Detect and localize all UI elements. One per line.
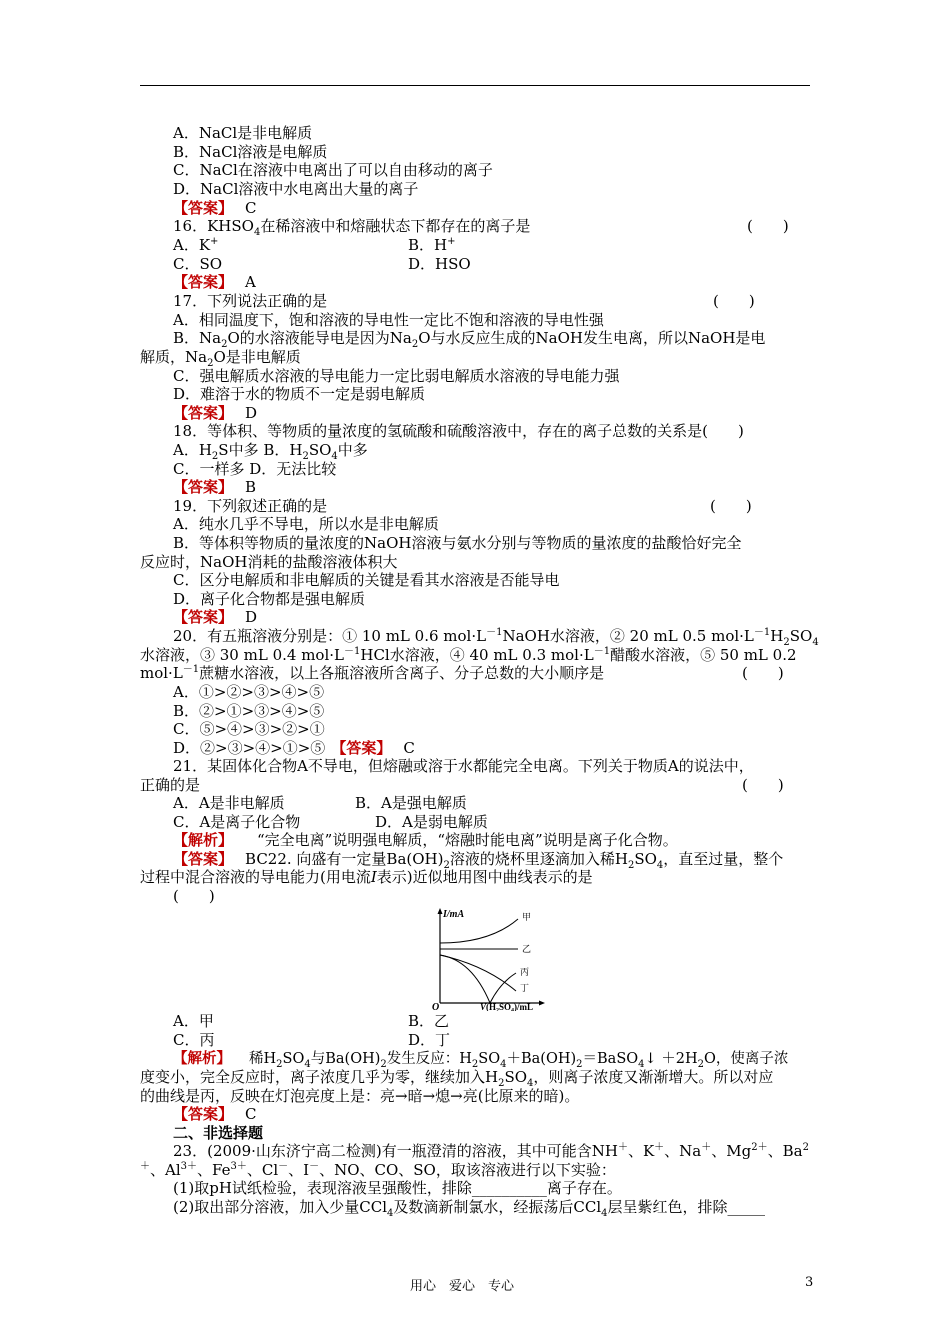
header-rule: [140, 85, 810, 86]
q23-stem-line1: 23．(2009·山东济宁高二检测)有一瓶澄清的溶液，其中可能含NH＋、K＋、Na＋、$Mg^{2+}$、Ba$^2$: [173, 1142, 809, 1160]
q16-paren: ( ): [747, 217, 789, 235]
q21-option-d: D．A是弱电解质: [375, 813, 488, 831]
q21-option-b: B．A是强电解质: [355, 794, 467, 812]
q19-option-b-line1: B．等体积等物质的量浓度的NaOH溶液与氨水分别与等物质的量浓度的盐酸恰好完全: [173, 534, 742, 552]
q21-analysis: 【解析】 “完全电离”说明强电解质，“熔融时能电离”说明是离子化合物。: [173, 831, 678, 849]
q22-option-d: D．丁: [408, 1031, 451, 1049]
q16-stem: 16．$KHSO_4$在稀溶液中和熔融状态下都存在的离子是: [173, 217, 531, 238]
q21-stem-line1: 21．某固体化合物A不导电，但熔融或溶于水都能完全电离。下列关于物质A的说法中，: [173, 757, 754, 775]
q18-answer: 【答案】 B: [173, 478, 257, 496]
page-number: 3: [805, 1275, 814, 1290]
q20-stem-line2: 水溶液，③ 30 mL 0.4 $mol\cdot L^{-1}HCl$水溶液，④ 40 mL 0.3 $mol\cdot L^{-1}$醋酸水溶液，⑤ 50 mL 0.2: [140, 646, 797, 664]
q17-option-c: C．强电解质水溶液的导电能力一定比弱电解质水溶液的导电能力强: [173, 367, 620, 385]
q16-option-c: C．SO: [173, 255, 223, 273]
y-axis-arrow: [438, 908, 443, 914]
curve-jia: [440, 919, 518, 943]
q21-answer-q22-line1: 【答案】 BC22. 向盛有一定量$Ba(OH)_2$溶液的烧杯里逐滴加入稀$H_2SO_4$，直至过量，整个: [173, 850, 784, 871]
q19-option-b-line2: 反应时，NaOH消耗的盐酸溶液体积大: [140, 553, 398, 571]
answer-label: 【答案】: [173, 199, 234, 217]
q17-option-d: D．难溶于水的物质不一定是弱电解质: [173, 385, 426, 403]
label-yi: 乙: [522, 945, 532, 955]
q20-option-d-answer: D．②>③>④>①>⑤ 【答案】 C: [173, 739, 415, 757]
q21-option-c: C．A是离子化合物: [173, 813, 301, 831]
q20-paren: ( ): [742, 664, 784, 682]
q20-stem-line1: 20．有五瓶溶液分别是：① 10 mL 0.6 $mol\cdot L^{-1}NaOH$水溶液，② 20 mL 0.5 $mol\cdot L^{-1}H_2SO_4$: [173, 627, 819, 648]
q18-option-ab: A．$H_2S$中多 B．$H_2SO_4$中多: [173, 441, 368, 462]
q18-stem: 18．等体积、等物质的量浓度的氢硫酸和硫酸溶液中，存在的离子总数的关系是( ): [173, 422, 744, 440]
q15-option-b: B．NaCl溶液是电解质: [173, 143, 328, 161]
curve-ding: [440, 955, 516, 991]
q19-option-d: D．离子化合物都是强电解质: [173, 590, 366, 608]
curve-bing: [440, 955, 516, 1003]
q22-option-c: C．丙: [173, 1031, 215, 1049]
q22-answer: 【答案】 C: [173, 1105, 257, 1123]
footer-motto: 用心 爱心 专心: [410, 1279, 515, 1294]
q19-stem: 19．下列叙述正确的是: [173, 497, 328, 515]
q21-option-a: A．A是非电解质: [173, 794, 285, 812]
q15-answer: 【答案】 C: [173, 199, 257, 217]
q17-option-b-line1: B．$Na_2O$的水溶液能导电是因为$Na_2O$与水反应生成的NaOH发生电离，所以NaOH是电: [173, 329, 766, 350]
q18-option-cd: C．一样多 D．无法比较: [173, 460, 337, 478]
q23-stem-line2: ＋、$Al^{3+}$、$Fe^{3+}$、Cl－、I－、NO、CO、SO，取该溶液进行以下实验：: [140, 1161, 616, 1179]
q16-answer: 【答案】 A: [173, 273, 256, 291]
q19-answer: 【答案】 D: [173, 608, 258, 626]
current-volume-graph: [430, 905, 555, 1011]
q22-analysis-line1: 【解析】 稀$H_2SO_4$与$Ba(OH)_2$发生反应：$H_2SO_4+Ba(OH)_2=BaSO_4↓ +2H_2O$，使离子浓: [173, 1050, 789, 1070]
q23-part1: (1)取pH试纸检验，表现溶液呈强酸性，排除__________离子存在。: [173, 1179, 622, 1197]
q16-option-d: D．HSO: [408, 255, 471, 273]
y-axis-label: I/mA: [443, 909, 465, 920]
q20-option-b: B．②>①>③>④>⑤: [173, 702, 325, 720]
q17-option-a: A．相同温度下，饱和溶液的导电性一定比不饱和溶液的导电性强: [173, 311, 604, 329]
q20-option-c: C．⑤>④>③>②>①: [173, 720, 325, 738]
q23-part2: (2)取出部分溶液，加入少量CCl$_4$及数滴新制氯水，经振荡后CCl$_4$层呈紫红色，排除_____: [173, 1198, 766, 1219]
q22-option-b: B．乙: [408, 1012, 450, 1030]
label-bing: 丙: [520, 968, 530, 978]
x-axis-label: $V(H_2SO_4)/mL$: [480, 1002, 534, 1011]
q22-paren: ( ): [173, 887, 215, 905]
q22-analysis-line2: 度变小，完全反应时，离子浓度几乎为零，继续加入$H_2SO_4$，则离子浓度又渐渐增大。所以对应: [140, 1068, 774, 1089]
q15-option-c: C．NaCl在溶液中电离出了可以自由移动的离子: [173, 161, 493, 179]
q20-option-a: A．①>②>③>④>⑤: [173, 683, 325, 701]
q17-paren: ( ): [713, 292, 755, 310]
origin-label: O: [432, 1002, 440, 1011]
q20-stem-line3: $mol\cdot L^{-1}$蔗糖水溶液，以上各瓶溶液所含离子、分子总数的大小顺序是: [140, 664, 605, 682]
q21-stem-line2: 正确的是: [140, 776, 201, 794]
q19-paren: ( ): [710, 497, 752, 515]
q16-option-a: A．K+: [173, 236, 219, 254]
q15-option-a: A．NaCl是非电解质: [173, 124, 313, 142]
q17-stem: 17．下列说法正确的是: [173, 292, 328, 310]
q22-analysis-line3: 的曲线是丙，反映在灯泡亮度上是：亮→暗→熄→亮(比原来的暗)。: [140, 1087, 580, 1105]
q22-stem-line2: 过程中混合溶液的导电能力(用电流I表示)近似地用图中曲线表示的是: [140, 868, 593, 886]
q19-option-c: C．区分电解质和非电解质的关键是看其水溶液是否能导电: [173, 571, 560, 589]
x-axis-arrow: [539, 1001, 545, 1006]
q17-answer: 【答案】 D: [173, 404, 258, 422]
q21-paren: ( ): [742, 776, 784, 794]
label-ding: 丁: [520, 984, 530, 994]
q19-option-a: A．纯水几乎不导电，所以水是非电解质: [173, 515, 439, 533]
q15-option-d: D．NaCl溶液中水电离出大量的离子: [173, 180, 419, 198]
q17-option-b-line2: 解质，$Na_2O$是非电解质: [140, 348, 301, 369]
label-jia: 甲: [522, 913, 532, 923]
q16-option-b: B．H+: [408, 236, 456, 254]
q22-option-a: A．甲: [173, 1012, 214, 1030]
section-heading-2: 二、非选择题: [173, 1124, 264, 1142]
